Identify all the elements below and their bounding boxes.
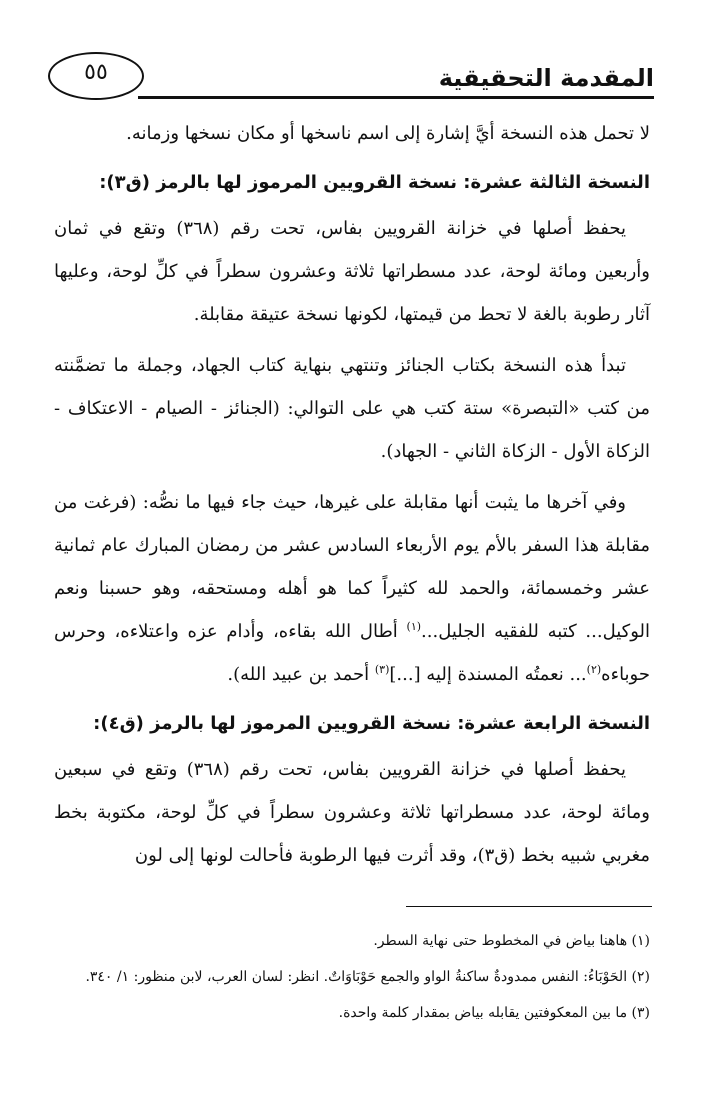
footnotes xyxy=(54,926,650,1034)
footnote-2: (٢) الحَوْبَاءُ: النفس ممدودةٌ ساكنةُ الواو والجمع حَوْبَاوَاتٌ. انظر: لسان العرب، لابن منظور: ١/ ٣٤٠. xyxy=(85,969,650,985)
running-header xyxy=(48,32,654,102)
main-text xyxy=(54,112,650,877)
section-heading-14: النسخة الرابعة عشرة: نسخة القرويين المرموز لها بالرمز (ق٤): xyxy=(93,713,650,734)
paragraph-gap xyxy=(54,336,650,344)
page-number: ٥٥ xyxy=(84,60,108,85)
colophon-text-a: وفي آخرها ما يثبت أنها مقابلة على غيرها، حيث جاء فيها ما نصُّه: (فرغت من مقابلة هذا السفر بالأم يوم الأربعاء السادس عشر من رمضان المبارك عام ثمانية عشر وخمسمائة، والحمد لله كثيراً كما هو أهله ومستحقه، وهو حسبنا ونعم الوكيل... كتبه للفقيه الجليل... xyxy=(54,492,650,642)
paragraph-contents-13: تبدأ هذه النسخة بكتاب الجنائز وتنتهي بنهاية كتاب الجهاد، وجملة ما تضمَّنته من كتب «التبصرة» ستة كتب هي على التوالي: (الجنائز - الصيام - الاعتكاف - الزكاة الأول - الزكاة الثاني - الجهاد). xyxy=(54,355,650,462)
paragraph-gap xyxy=(54,473,650,481)
footnote-ref-3[interactable]: (٣) xyxy=(374,663,390,676)
colophon-text-b: أطال الله بقاءه، وأدام عزه واعتلاءه، وحرس حوباءه xyxy=(54,621,650,685)
footnote-1: (١) هاهنا بياض في المخطوط حتى نهاية السطر. xyxy=(373,933,650,949)
footnote-ref-1[interactable]: (١) xyxy=(406,620,422,633)
colophon-text-c: ... نعمتُه المسندة إليه [...] xyxy=(389,664,587,685)
paragraph-description-13: يحفظ أصلها في خزانة القرويين بفاس، تحت رقم (٣٦٨) وتقع في ثمان وأربعين ومائة لوحة، عدد مسطراتها ثلاثة وعشرون سطراً في كلِّ لوحة، وعليها آثار رطوبة بالغة لا تحط من قيمتها، لكونها نسخة عتيقة مقابلة. xyxy=(54,218,650,325)
paragraph-description-14: يحفظ أصلها في خزانة القرويين بفاس، تحت رقم (٣٦٨) وتقع في سبعين ومائة لوحة، عدد مسطراتها ثلاثة وعشرون سطراً في كلِّ لوحة، مكتوبة بخط مغربي شبيه بخط (ق٣)، وقد أثرت فيها الرطوبة فأحالت لونها إلى لون xyxy=(54,759,650,866)
footnote-3: (٣) ما بين المعكوفتين يقابله بياض بمقدار كلمة واحدة. xyxy=(338,1005,650,1021)
section-heading-13: النسخة الثالثة عشرة: نسخة القرويين المرموز لها بالرمز (ق٣): xyxy=(99,172,650,193)
footnote-ref-2[interactable]: (٢) xyxy=(586,663,602,676)
paragraph-colophon-13 xyxy=(54,481,650,696)
colophon-text-d: أحمد بن عبيد الله). xyxy=(227,664,375,685)
header-rule xyxy=(138,96,654,99)
page-number-oval xyxy=(48,52,144,100)
paragraph-intro: لا تحمل هذه النسخة أيَّ إشارة إلى اسم ناسخها أو مكان نسخها وزمانه. xyxy=(126,123,650,144)
header-title: المقدمة التحقيقية xyxy=(438,64,654,92)
footnote-separator xyxy=(406,906,652,907)
